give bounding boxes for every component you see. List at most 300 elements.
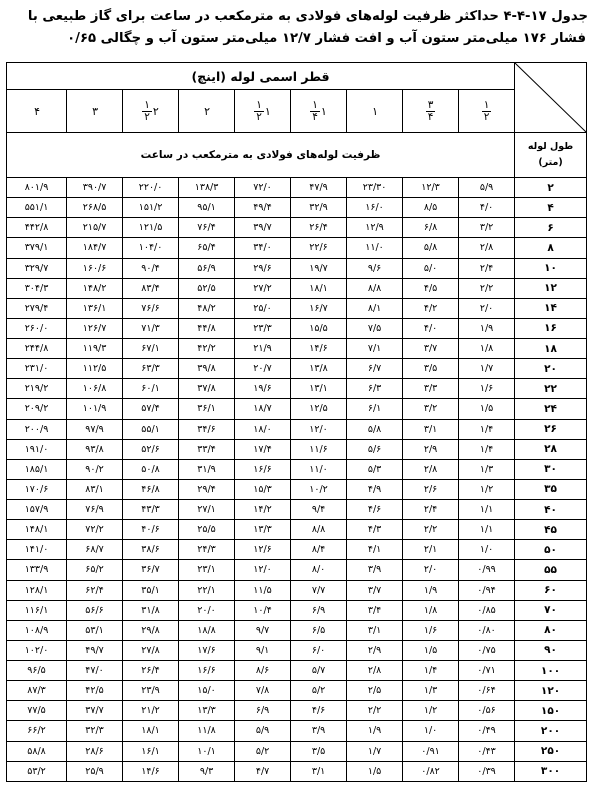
capacity-cell: ۹/۱	[235, 640, 291, 660]
capacity-cell: ۵/۳	[347, 459, 403, 479]
capacity-cell: ۱۵/۵	[291, 318, 347, 338]
capacity-cell: ۰/۳۹	[459, 761, 515, 781]
capacity-cell: ۷۲/۲	[67, 520, 123, 540]
capacity-cell: ۱۸/۷	[235, 399, 291, 419]
size-denominator: ۴	[427, 110, 434, 123]
capacity-cell: ۱۶/۶	[179, 661, 235, 681]
capacity-cell: ۳۶/۱	[179, 399, 235, 419]
capacity-cell: ۶/۱	[347, 399, 403, 419]
capacity-cell: ۲/۰	[459, 298, 515, 318]
length-cell: ۲۰۰	[515, 721, 587, 741]
capacity-cell: ۱۰۱/۹	[67, 399, 123, 419]
table-row	[7, 318, 587, 338]
table-row	[7, 580, 587, 600]
size-denominator: ۴	[312, 110, 318, 123]
capacity-cell: ۴/۲	[403, 298, 459, 318]
capacity-cell: ۱/۵	[347, 761, 403, 781]
capacity-cell: ۹۶/۵	[7, 661, 67, 681]
table-row	[7, 258, 587, 278]
capacity-cell: ۴۹/۷	[67, 640, 123, 660]
capacity-cell: ۲۷۹/۴	[7, 298, 67, 318]
capacity-cell: ۲/۸	[347, 661, 403, 681]
capacity-cell: ۶/۹	[291, 600, 347, 620]
capacity-cell: ۱۶/۶	[235, 459, 291, 479]
capacity-cell: ۶۷/۱	[123, 339, 179, 359]
capacity-cell: ۱۸/۰	[235, 419, 291, 439]
capacity-cell: ۹/۶	[347, 258, 403, 278]
capacity-cell: ۶۸/۷	[67, 540, 123, 560]
capacity-cell: ۱/۸	[403, 600, 459, 620]
capacity-cell: ۶/۵	[291, 620, 347, 640]
capacity-cell: ۵۵۱/۱	[7, 198, 67, 218]
capacity-cell: ۰/۸۰	[459, 620, 515, 640]
capacity-cell: ۰/۹۴	[459, 580, 515, 600]
capacity-cell: ۳/۷	[347, 580, 403, 600]
capacity-cell: ۶/۸	[403, 218, 459, 238]
capacity-cell: ۱۰۴/۰	[123, 238, 179, 258]
size-numerator: ۱	[312, 98, 318, 111]
capacity-cell: ۵/۲	[235, 741, 291, 761]
capacity-cell: ۱۴۱/۰	[7, 540, 67, 560]
capacity-cell: ۱/۱	[459, 500, 515, 520]
capacity-cell: ۴/۰	[459, 198, 515, 218]
capacity-cell: ۵/۹	[459, 178, 515, 198]
caption-line-2: فشار ۱۷۶ میلی‌متر ستون آب و افت فشار ۱۲/۷ میلی‌متر ستون آب و چگالی ۰/۶۵	[67, 31, 586, 46]
capacity-cell: ۳/۲	[403, 399, 459, 419]
capacity-cell: ۸/۸	[291, 520, 347, 540]
capacity-cell: ۹/۴	[291, 500, 347, 520]
capacity-cell: ۱۲/۵	[291, 399, 347, 419]
table-row	[7, 399, 587, 419]
capacity-cell: ۱۱۶/۱	[7, 600, 67, 620]
table-row	[7, 479, 587, 499]
corner-cell	[515, 63, 587, 133]
capacity-cell: ۲/۲	[403, 520, 459, 540]
table-row	[7, 741, 587, 761]
capacity-cell: ۱۹/۶	[235, 379, 291, 399]
capacity-cell: ۷۷/۵	[7, 701, 67, 721]
capacity-cell: ۵/۷	[291, 661, 347, 681]
capacity-cell: ۱۶/۰	[347, 198, 403, 218]
capacity-cell: ۰/۷۵	[459, 640, 515, 660]
table-row	[7, 661, 587, 681]
capacity-cell: ۰/۷۱	[459, 661, 515, 681]
table-body	[7, 178, 587, 782]
capacity-cell: ۲۳/۱	[179, 560, 235, 580]
capacity-cell: ۰/۵۶	[459, 701, 515, 721]
capacity-cell: ۲۰/۷	[235, 359, 291, 379]
capacity-cell: ۸۳/۴	[123, 278, 179, 298]
capacity-cell: ۱۲/۶	[235, 540, 291, 560]
capacity-cell: ۲۷/۲	[235, 278, 291, 298]
capacity-cell: ۱۳/۱	[291, 379, 347, 399]
capacity-cell: ۱۵/۰	[179, 681, 235, 701]
size-fraction	[482, 100, 492, 123]
capacity-cell: ۲۱/۲	[123, 701, 179, 721]
caption-line-1: جدول ۱۷-۴-۴ حداکثر ظرفیت لوله‌های فولادی به مترمکعب در ساعت برای گاز طبیعی با	[27, 9, 588, 24]
capacity-cell: ۳۲/۹	[291, 198, 347, 218]
capacity-cell: ۹۵/۱	[179, 198, 235, 218]
capacity-cell: ۸۰۱/۹	[7, 178, 67, 198]
capacity-cell: ۴۹/۴	[235, 198, 291, 218]
capacity-cell: ۹۰/۲	[67, 459, 123, 479]
capacity-cell: ۷/۸	[235, 681, 291, 701]
table-row	[7, 600, 587, 620]
capacity-cell: ۲۳/۹	[123, 681, 179, 701]
capacity-cell: ۱۵/۳	[235, 479, 291, 499]
capacity-cell: ۲/۴	[403, 500, 459, 520]
capacity-cell: ۶/۹	[235, 701, 291, 721]
capacity-cell: ۵/۶	[347, 439, 403, 459]
capacity-cell: ۰/۴۹	[459, 721, 515, 741]
capacity-cell: ۲۴۴/۸	[7, 339, 67, 359]
size-fraction	[254, 100, 264, 123]
table-row	[7, 339, 587, 359]
capacity-cell: ۱۱/۸	[179, 721, 235, 741]
capacity-cell: ۱۶۰/۶	[67, 258, 123, 278]
capacity-cell: ۸/۸	[347, 278, 403, 298]
table-row	[7, 520, 587, 540]
capacity-cell: ۱۵۱/۲	[123, 198, 179, 218]
capacity-cell: ۹۷/۹	[67, 419, 123, 439]
capacity-cell: ۱۶/۱	[123, 741, 179, 761]
size-whole: ۲	[204, 104, 210, 118]
capacity-cell: ۱۰۲/۰	[7, 640, 67, 660]
length-cell: ۴۵	[515, 520, 587, 540]
capacity-cell: ۱۰۸/۹	[7, 620, 67, 640]
capacity-cell: ۳۹/۷	[235, 218, 291, 238]
capacity-cell: ۷۶/۹	[67, 500, 123, 520]
length-cell: ۱۸	[515, 339, 587, 359]
length-cell: ۱۲۰	[515, 681, 587, 701]
capacity-cell: ۱/۵	[403, 640, 459, 660]
capacity-cell: ۱/۲	[403, 701, 459, 721]
size-whole: ۱	[320, 104, 327, 118]
length-cell: ۱۴	[515, 298, 587, 318]
capacity-cell: ۲/۸	[459, 238, 515, 258]
capacity-cell: ۱۲/۳	[403, 178, 459, 198]
capacity-cell: ۴۲/۵	[67, 681, 123, 701]
capacity-cell: ۳/۳	[403, 379, 459, 399]
table-row	[7, 359, 587, 379]
capacity-cell: ۶۵/۴	[179, 238, 235, 258]
size-denominator: ۲	[483, 110, 490, 123]
length-cell: ۴۰	[515, 500, 587, 520]
capacity-cell: ۳/۵	[403, 359, 459, 379]
length-cell: ۸	[515, 238, 587, 258]
capacity-cell: ۱۱/۰	[291, 459, 347, 479]
capacity-cell: ۳/۲	[459, 218, 515, 238]
capacity-cell: ۵۷/۴	[123, 399, 179, 419]
capacity-cell: ۱۱/۶	[291, 439, 347, 459]
capacity-cell: ۱۸۴/۷	[67, 238, 123, 258]
capacity-cell: ۱۳/۳	[179, 701, 235, 721]
size-fraction	[142, 100, 152, 123]
capacity-cell: ۱/۹	[459, 318, 515, 338]
capacity-cell: ۰/۹۱	[403, 741, 459, 761]
capacity-cell: ۱۳۶/۱	[67, 298, 123, 318]
capacity-cell: ۱/۹	[347, 721, 403, 741]
capacity-cell: ۲/۹	[403, 439, 459, 459]
table-row	[7, 419, 587, 439]
capacity-cell: ۱۸/۱	[123, 721, 179, 741]
capacity-cell: ۱۳۸/۳	[179, 178, 235, 198]
capacity-cell: ۶/۳	[347, 379, 403, 399]
capacity-cell: ۲۶/۴	[123, 661, 179, 681]
size-numerator: ۱	[256, 98, 262, 111]
capacity-cell: ۱۳۳/۹	[7, 560, 67, 580]
capacity-cell: ۴/۶	[291, 701, 347, 721]
capacity-cell: ۲۳۱/۰	[7, 359, 67, 379]
capacity-cell: ۸۳/۱	[67, 479, 123, 499]
size-cell	[179, 90, 235, 133]
table-row	[7, 701, 587, 721]
capacity-cell: ۲/۲	[347, 701, 403, 721]
capacity-cell: ۰/۴۳	[459, 741, 515, 761]
capacity-cell: ۹۳/۸	[67, 439, 123, 459]
length-header	[515, 133, 587, 178]
length-cell: ۲۲	[515, 379, 587, 399]
capacity-cell: ۱۹۱/۰	[7, 439, 67, 459]
capacity-cell: ۱۱/۰	[347, 238, 403, 258]
capacity-cell: ۳/۱	[347, 620, 403, 640]
diagonal-line	[515, 63, 586, 132]
capacity-cell: ۵/۲	[291, 681, 347, 701]
size-whole: ۲	[152, 104, 159, 118]
capacity-cell: ۱/۶	[459, 379, 515, 399]
capacity-cell: ۶۳/۳	[123, 359, 179, 379]
length-cell: ۵۰	[515, 540, 587, 560]
table-row	[7, 721, 587, 741]
capacity-cell: ۱۴۸/۱	[7, 520, 67, 540]
size-cell	[67, 90, 123, 133]
size-denominator: ۲	[144, 110, 150, 123]
capacity-cell: ۴/۷	[235, 761, 291, 781]
capacity-cell: ۲/۱	[403, 540, 459, 560]
capacity-cell: ۲۷/۱	[179, 500, 235, 520]
capacity-cell: ۲۵/۵	[179, 520, 235, 540]
capacity-cell: ۹۰/۴	[123, 258, 179, 278]
length-cell: ۲۴	[515, 399, 587, 419]
capacity-cell: ۶/۷	[347, 359, 403, 379]
capacity-cell: ۱/۸	[459, 339, 515, 359]
capacity-cell: ۱/۰	[459, 540, 515, 560]
capacity-cell: ۳۹/۸	[179, 359, 235, 379]
capacity-cell: ۸/۱	[347, 298, 403, 318]
capacity-cell: ۵۰/۸	[123, 459, 179, 479]
size-cell	[123, 90, 179, 133]
capacity-cell: ۵/۰	[403, 258, 459, 278]
capacity-cell: ۱۰/۱	[179, 741, 235, 761]
capacity-cell: ۸/۵	[403, 198, 459, 218]
capacity-cell: ۲۱۵/۷	[67, 218, 123, 238]
table-row	[7, 439, 587, 459]
capacity-cell: ۹/۷	[235, 620, 291, 640]
capacity-cell: ۳۳/۴	[179, 439, 235, 459]
capacity-cell: ۴/۹	[347, 479, 403, 499]
length-cell: ۱۰۰	[515, 661, 587, 681]
table-row	[7, 278, 587, 298]
capacity-cell: ۲۶۸/۵	[67, 198, 123, 218]
capacity-cell: ۴۸/۲	[179, 298, 235, 318]
capacity-cell: ۷۶/۴	[179, 218, 235, 238]
capacity-cell: ۶۰/۱	[123, 379, 179, 399]
capacity-cell: ۷۲/۰	[235, 178, 291, 198]
capacity-cell: ۵۸/۸	[7, 741, 67, 761]
capacity-cell: ۲۶/۴	[291, 218, 347, 238]
length-cell: ۲	[515, 178, 587, 198]
capacity-cell: ۲۵/۰	[235, 298, 291, 318]
capacity-cell: ۲۰/۰	[179, 600, 235, 620]
capacity-cell: ۵/۸	[403, 238, 459, 258]
capacity-cell: ۲۰۹/۲	[7, 399, 67, 419]
capacity-cell: ۱۸/۱	[291, 278, 347, 298]
capacity-cell: ۴/۶	[347, 500, 403, 520]
capacity-cell: ۳۷/۸	[179, 379, 235, 399]
capacity-cell: ۱۲/۰	[235, 560, 291, 580]
capacity-cell: ۳/۹	[291, 721, 347, 741]
length-cell: ۳۰۰	[515, 761, 587, 781]
capacity-cell: ۲۳/۳۰	[347, 178, 403, 198]
size-numerator: ۳	[427, 98, 434, 111]
size-denominator: ۲	[256, 110, 262, 123]
capacity-cell: ۳۰۴/۳	[7, 278, 67, 298]
capacity-cell: ۷/۷	[291, 580, 347, 600]
capacity-cell: ۴۴۲/۸	[7, 218, 67, 238]
capacity-cell: ۳۱/۸	[123, 600, 179, 620]
capacity-cell: ۲۲۰/۰	[123, 178, 179, 198]
capacity-cell: ۱/۷	[347, 741, 403, 761]
capacity-cell: ۳/۹	[347, 560, 403, 580]
capacity-cell: ۰/۹۹	[459, 560, 515, 580]
capacity-cell: ۴۴/۸	[179, 318, 235, 338]
table-row	[7, 298, 587, 318]
capacity-cell: ۱۱۹/۳	[67, 339, 123, 359]
capacity-cell: ۱۰/۲	[291, 479, 347, 499]
capacity-cell: ۳۷۹/۱	[7, 238, 67, 258]
length-cell: ۱۵۰	[515, 701, 587, 721]
capacity-caption: ظرفیت لوله‌های فولادی به مترمکعب در ساعت	[7, 133, 515, 178]
size-cell	[7, 90, 67, 133]
capacity-cell: ۱۴/۶	[291, 339, 347, 359]
capacity-cell: ۱/۴	[403, 661, 459, 681]
capacity-cell: ۱۲/۹	[347, 218, 403, 238]
capacity-cell: ۸/۴	[291, 540, 347, 560]
capacity-cell: ۳۴/۶	[179, 419, 235, 439]
capacity-cell: ۷۶/۶	[123, 298, 179, 318]
capacity-cell: ۱۷/۶	[179, 640, 235, 660]
length-cell: ۳۰	[515, 459, 587, 479]
size-row	[7, 90, 587, 133]
nominal-size-header: قطر اسمی لوله (اینچ)	[7, 63, 515, 90]
table-row	[7, 218, 587, 238]
capacity-cell: ۱۷/۴	[235, 439, 291, 459]
capacity-cell: ۱۲۶/۷	[67, 318, 123, 338]
capacity-cell: ۲/۵	[347, 681, 403, 701]
capacity-cell: ۲۱/۹	[235, 339, 291, 359]
capacity-cell: ۵۳/۱	[67, 620, 123, 640]
capacity-cell: ۲۵/۹	[67, 761, 123, 781]
capacity-cell: ۳۱/۹	[179, 459, 235, 479]
capacity-cell: ۱۸۵/۱	[7, 459, 67, 479]
capacity-cell: ۷/۱	[347, 339, 403, 359]
capacity-cell: ۹/۳	[179, 761, 235, 781]
table-row	[7, 178, 587, 198]
size-cell	[459, 90, 515, 133]
table-caption	[6, 6, 588, 50]
capacity-cell: ۱۲۱/۵	[123, 218, 179, 238]
capacity-cell: ۲۳/۳	[235, 318, 291, 338]
length-cell: ۹۰	[515, 640, 587, 660]
capacity-cell: ۳۷/۷	[67, 701, 123, 721]
size-whole: ۴	[34, 104, 40, 118]
capacity-cell: ۸۷/۳	[7, 681, 67, 701]
capacity-cell: ۱۵۷/۹	[7, 500, 67, 520]
capacity-cell: ۶۶/۲	[7, 721, 67, 741]
capacity-cell: ۴۳/۳	[123, 500, 179, 520]
capacity-cell: ۲/۸	[403, 459, 459, 479]
length-cell: ۸۰	[515, 620, 587, 640]
table-row	[7, 540, 587, 560]
length-cell: ۳۵	[515, 479, 587, 499]
capacity-cell: ۴۷/۹	[291, 178, 347, 198]
capacity-cell: ۲۱۹/۲	[7, 379, 67, 399]
capacity-cell: ۳۲۹/۷	[7, 258, 67, 278]
capacity-cell: ۴۷/۰	[67, 661, 123, 681]
capacity-cell: ۴/۳	[347, 520, 403, 540]
table-row	[7, 379, 587, 399]
length-cell: ۶	[515, 218, 587, 238]
capacity-cell: ۳۲/۳	[67, 721, 123, 741]
size-numerator: ۱	[483, 98, 490, 111]
size-whole: ۳	[92, 104, 98, 118]
capacity-cell: ۳۵/۱	[123, 580, 179, 600]
capacity-cell: ۱/۳	[403, 681, 459, 701]
capacity-cell: ۲/۹	[347, 640, 403, 660]
capacity-cell: ۳/۱	[291, 761, 347, 781]
capacity-cell: ۰/۶۴	[459, 681, 515, 701]
capacity-cell: ۱۸/۸	[179, 620, 235, 640]
length-cell: ۴	[515, 198, 587, 218]
capacity-cell: ۲/۴	[459, 258, 515, 278]
capacity-cell: ۲۹/۴	[179, 479, 235, 499]
size-fraction	[426, 100, 436, 123]
capacity-cell: ۰/۸۵	[459, 600, 515, 620]
capacity-cell: ۱۳/۳	[235, 520, 291, 540]
capacity-cell: ۱/۴	[459, 439, 515, 459]
capacity-cell: ۲۶۰/۰	[7, 318, 67, 338]
capacity-cell: ۳/۱	[403, 419, 459, 439]
capacity-cell: ۵/۹	[235, 721, 291, 741]
capacity-cell: ۱۲/۰	[291, 419, 347, 439]
capacity-cell: ۱/۱	[459, 520, 515, 540]
length-unit: (متر)	[538, 157, 563, 168]
table-row	[7, 500, 587, 520]
table-row	[7, 459, 587, 479]
capacity-cell: ۵۲/۵	[179, 278, 235, 298]
size-cell	[291, 90, 347, 133]
length-cell: ۲۰	[515, 359, 587, 379]
capacity-cell: ۲۲/۱	[179, 580, 235, 600]
capacity-cell: ۸/۰	[291, 560, 347, 580]
capacity-cell: ۲/۶	[403, 479, 459, 499]
length-cell: ۲۶	[515, 419, 587, 439]
table-row	[7, 640, 587, 660]
length-cell: ۱۲	[515, 278, 587, 298]
size-numerator: ۱	[144, 98, 150, 111]
capacity-cell: ۵/۸	[347, 419, 403, 439]
capacity-cell: ۳۹۰/۷	[67, 178, 123, 198]
